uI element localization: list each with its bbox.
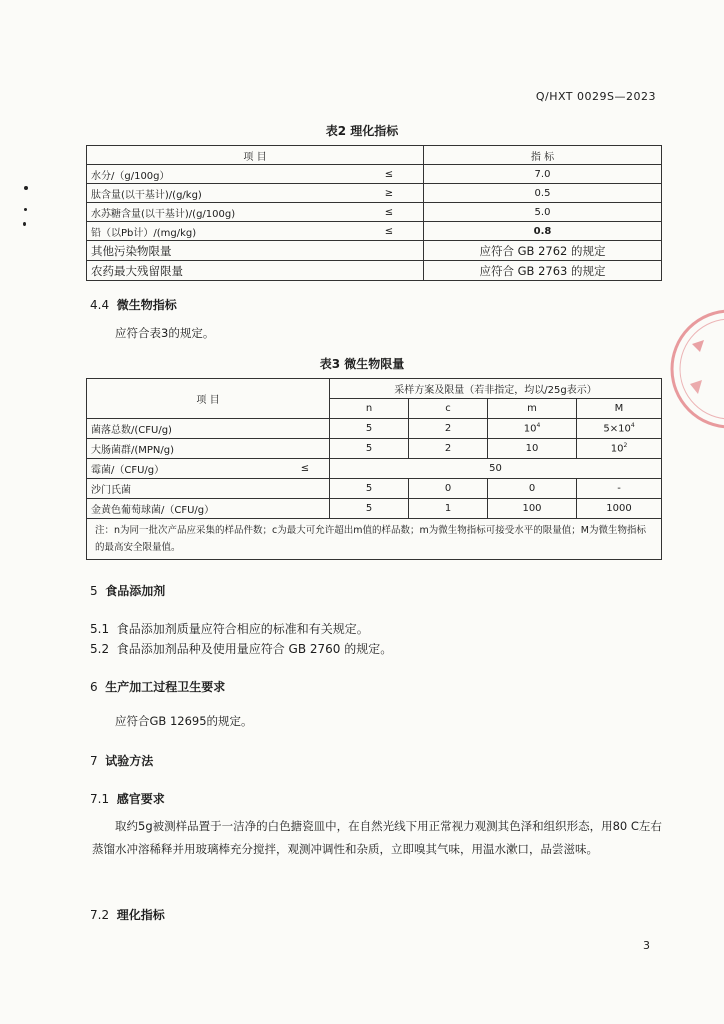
table3-note: 注：n为同一批次产品应采集的样品件数；c为最大可允许超出m值的样品数；m为微生物指标可接受水平的限量值；M为微生物指标的最高安全限量值。	[87, 519, 662, 560]
section-7-1-text: 取约5g被测样品置于一洁净的白色搪瓷皿中，在自然光线下用正常视力观测其色泽和组织形态，用80 C左右蒸馏水冲溶稀释并用玻璃棒充分搅拌，观测冲调性和杂质，立即嗅其气味，用温水漱口，品尝滋味。	[92, 819, 662, 856]
section-7-2-heading	[90, 906, 165, 923]
section-text: 食品添加剂品种及使用量应符合 GB 2760 的规定。	[116, 642, 393, 656]
table2-cell-value: 应符合 GB 2763 的规定	[424, 261, 662, 281]
table3-cell-n: 5	[330, 499, 409, 519]
section-title: 理化指标	[116, 908, 165, 922]
table3-head-m: m	[488, 399, 577, 419]
section-6-text: 应符合GB 12695的规定。	[115, 714, 253, 728]
table2-cell-value: 5.0	[424, 203, 662, 222]
table3-cell-M: -	[577, 479, 662, 499]
table3-head-item: 项 目	[87, 379, 330, 419]
table2-head-item: 项 目	[87, 146, 424, 165]
table3-note-row	[87, 519, 662, 560]
table-row	[87, 459, 662, 479]
section-4-4-heading	[90, 296, 177, 313]
table-row	[87, 419, 662, 439]
speck-mark	[23, 222, 26, 226]
table3-head-n: n	[330, 399, 409, 419]
table3-head-plan: 采样方案及限量（若非指定，均以/25g表示）	[330, 379, 662, 399]
table2-cell-item: 铅（以Pb计）/(mg/kg)	[87, 222, 356, 241]
table2-header	[87, 146, 662, 165]
section-number: 4.4	[90, 298, 110, 312]
table2-cell-value: 0.8	[424, 222, 662, 241]
section-number: 7	[90, 754, 98, 768]
table2-cell-item: 水分/（g/100g）	[87, 165, 356, 184]
table2-cell-op: ≤	[355, 222, 424, 241]
section-title: 微生物指标	[116, 298, 177, 312]
section-4-4-text: 应符合表3的规定。	[115, 326, 215, 340]
page-number: 3	[643, 939, 650, 952]
section-5-2	[90, 640, 392, 657]
table3-cell-M: $5\times 10^4$	[577, 419, 662, 439]
table2-cell-item: 农药最大残留限量	[87, 261, 424, 281]
seal-stamp-icon	[660, 304, 724, 434]
table-row	[87, 222, 662, 241]
table3-cell-m: 100	[488, 499, 577, 519]
table2-cell-value: 7.0	[424, 165, 662, 184]
table3-header	[87, 379, 662, 399]
section-number: 7.1	[90, 792, 110, 806]
table2-cell-item: 水苏糖含量(以干基计)/(g/100g)	[87, 203, 356, 222]
section-number: 6	[90, 680, 98, 694]
table3-cell-c: 0	[409, 479, 488, 499]
table2-caption: 表2 理化指标	[325, 124, 399, 138]
table3-cell-item: 菌落总数/(CFU/g)	[87, 419, 330, 439]
section-number: 5	[90, 584, 98, 598]
table3-cell-n: 5	[330, 419, 409, 439]
table-row	[87, 499, 662, 519]
table2-cell-op: ≤	[355, 203, 424, 222]
table-row	[87, 203, 662, 222]
table3-cell-c: 1	[409, 499, 488, 519]
section-text: 食品添加剂质量应符合相应的标准和有关规定。	[116, 622, 369, 636]
table3-cell-op: ≤	[281, 459, 330, 479]
table2-head-index: 指 标	[424, 146, 662, 165]
section-title: 生产加工过程卫生要求	[105, 680, 226, 694]
section-5-heading	[90, 582, 165, 599]
section-7-heading	[90, 752, 153, 769]
section-7-1-heading	[90, 790, 165, 807]
table-row	[87, 479, 662, 499]
section-6-heading	[90, 678, 225, 695]
table3-cell-item: 大肠菌群/(MPN/g)	[87, 439, 330, 459]
table3-cell-item: 霉菌/（CFU/g）	[87, 459, 282, 479]
table2-cell-value: 0.5	[424, 184, 662, 203]
table3-cell-item: 沙门氏菌	[87, 479, 330, 499]
document-code: Q/HXT 0029S—2023	[535, 90, 656, 103]
table3-cell-m: 0	[488, 479, 577, 499]
table2-cell-op: ≤	[355, 165, 424, 184]
table2-cell-value: 应符合 GB 2762 的规定	[424, 241, 662, 261]
table3-cell-n: 5	[330, 479, 409, 499]
table3-cell-value: 50	[330, 459, 662, 479]
table-row	[87, 165, 662, 184]
table-row	[87, 241, 662, 261]
table3-cell-c: 2	[409, 419, 488, 439]
table3-head-M: M	[577, 399, 662, 419]
section-number: 5.2	[90, 642, 110, 656]
section-5-1	[90, 620, 369, 637]
table3-cell-n: 5	[330, 439, 409, 459]
table3-cell-c: 2	[409, 439, 488, 459]
table3-cell-M: 1000	[577, 499, 662, 519]
table2-cell-op: ≥	[355, 184, 424, 203]
table3-cell-M: $10^2$	[577, 439, 662, 459]
table3-head-c: c	[409, 399, 488, 419]
table3	[86, 378, 662, 560]
table3-cell-m: $10^4$	[488, 419, 577, 439]
table-row	[87, 261, 662, 281]
section-title: 试验方法	[105, 754, 154, 768]
table2	[86, 145, 662, 281]
table2-cell-item: 其他污染物限量	[87, 241, 424, 261]
section-number: 5.1	[90, 622, 110, 636]
table2-cell-item: 肽含量(以干基计)/(g/kg)	[87, 184, 356, 203]
section-title: 感官要求	[116, 792, 165, 806]
table3-caption: 表3 微生物限量	[319, 357, 405, 371]
table3-cell-m: 10	[488, 439, 577, 459]
table-row	[87, 439, 662, 459]
speck-mark	[24, 208, 27, 211]
section-number: 7.2	[90, 908, 110, 922]
speck-mark	[24, 186, 28, 190]
section-title: 食品添加剂	[105, 584, 166, 598]
table-row	[87, 184, 662, 203]
table3-cell-item: 金黄色葡萄球菌/（CFU/g）	[87, 499, 330, 519]
